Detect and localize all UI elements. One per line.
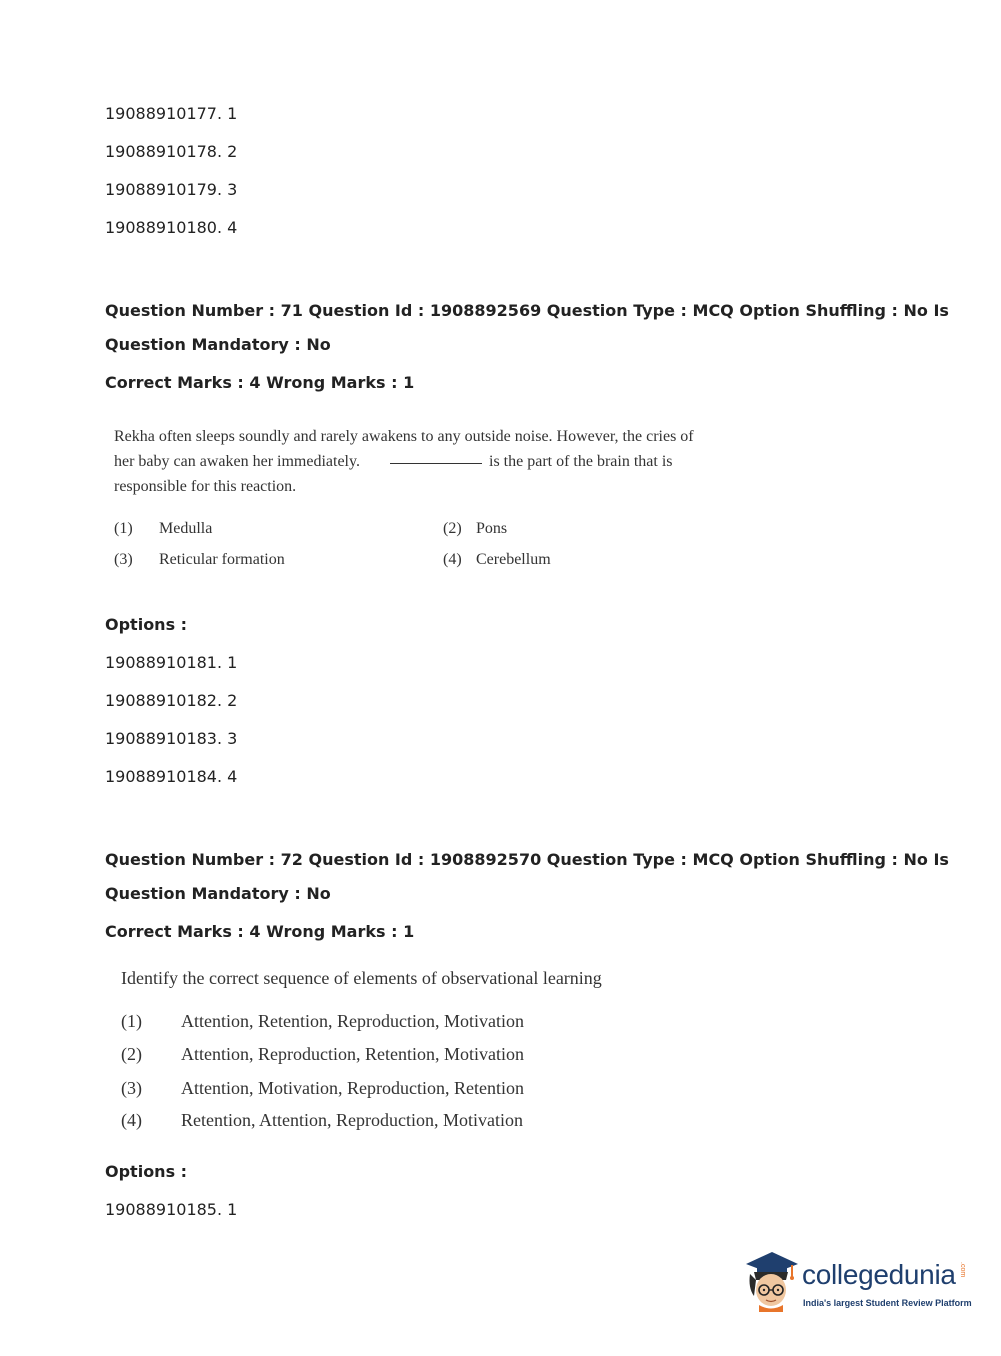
options-label: Options : bbox=[105, 615, 188, 634]
option-line: 19088910182. 2 bbox=[105, 691, 238, 710]
question-stem-line: her baby can awaken her immediately. bbox=[114, 453, 360, 470]
question-stem-line: Rekha often sleeps soundly and rarely awakens to any outside noise. However, the cries of bbox=[114, 428, 694, 445]
mascot-icon bbox=[742, 1250, 800, 1312]
choice-number: (1) bbox=[121, 1011, 142, 1031]
choice-number: (2) bbox=[121, 1044, 142, 1064]
question-header-cont: Question Mandatory : No bbox=[105, 884, 331, 903]
option-line: 19088910183. 3 bbox=[105, 729, 238, 748]
choice-number: (1) bbox=[114, 520, 133, 537]
option-line: 19088910184. 4 bbox=[105, 767, 238, 786]
choice-text: Medulla bbox=[159, 520, 213, 537]
option-line: 19088910185. 1 bbox=[105, 1200, 238, 1219]
choice-text: Attention, Motivation, Reproduction, Retention bbox=[181, 1078, 524, 1098]
collegedunia-logo bbox=[742, 1250, 972, 1312]
choice-number: (4) bbox=[443, 551, 462, 568]
choice-text: Reticular formation bbox=[159, 551, 285, 568]
logo-wordmark: collegedunia bbox=[802, 1259, 956, 1290]
fill-in-blank-line bbox=[390, 463, 482, 464]
choice-number: (3) bbox=[121, 1078, 142, 1098]
choice-number: (4) bbox=[121, 1110, 142, 1130]
options-label: Options : bbox=[105, 1162, 188, 1181]
question-stem-line: responsible for this reaction. bbox=[114, 478, 297, 495]
choice-text: Attention, Retention, Reproduction, Motivation bbox=[181, 1011, 524, 1031]
question-header: Question Number : 71 Question Id : 1908892569 Question Type : MCQ Option Shuffling : No Is bbox=[105, 301, 949, 320]
logo-tagline: India's largest Student Review Platform bbox=[803, 1298, 972, 1308]
option-line: 19088910177. 1 bbox=[105, 104, 238, 123]
question-header: Question Number : 72 Question Id : 1908892570 Question Type : MCQ Option Shuffling : No Is bbox=[105, 850, 949, 869]
choice-text: Cerebellum bbox=[476, 551, 551, 568]
question-stem-line: is the part of the brain that is bbox=[489, 453, 673, 470]
choice-number: (2) bbox=[443, 520, 462, 537]
option-line: 19088910180. 4 bbox=[105, 218, 238, 237]
logo-domain-suffix: .com bbox=[959, 1262, 966, 1278]
choice-text: Retention, Attention, Reproduction, Motivation bbox=[181, 1110, 523, 1130]
question-marks: Correct Marks : 4 Wrong Marks : 1 bbox=[105, 373, 415, 392]
question-stem: Identify the correct sequence of elements of observational learning bbox=[121, 968, 602, 988]
choice-text: Pons bbox=[476, 520, 508, 537]
question-header-cont: Question Mandatory : No bbox=[105, 335, 331, 354]
option-line: 19088910179. 3 bbox=[105, 180, 238, 199]
question-marks: Correct Marks : 4 Wrong Marks : 1 bbox=[105, 922, 415, 941]
option-line: 19088910178. 2 bbox=[105, 142, 238, 161]
choice-number: (3) bbox=[114, 551, 133, 568]
option-line: 19088910181. 1 bbox=[105, 653, 238, 672]
choice-text: Attention, Reproduction, Retention, Motivation bbox=[181, 1044, 524, 1064]
